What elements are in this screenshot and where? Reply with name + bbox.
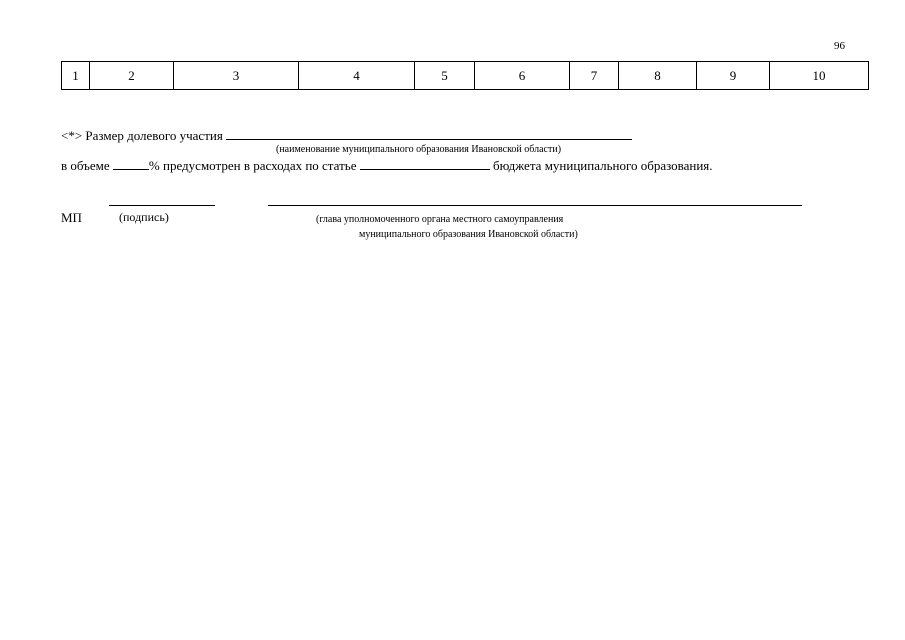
column-number-cell: 10 (770, 62, 869, 90)
footnote-budget-text: бюджета муниципального образования. (492, 158, 713, 173)
footnote-prefix: <*> Размер долевого участия (61, 128, 223, 143)
stamp-label: МП (61, 210, 82, 225)
column-number-cell: 3 (174, 62, 299, 90)
column-number-cell: 4 (299, 62, 415, 90)
head-caption-line-2: муниципального образования Ивановской области) (359, 229, 578, 240)
column-number-cell: 6 (475, 62, 570, 90)
column-number-cell: 1 (62, 62, 90, 90)
page-number: 96 (834, 40, 845, 52)
signature-caption: (подпись) (119, 210, 169, 224)
municipality-caption: (наименование муниципального образования Ивановской области) (276, 144, 562, 155)
head-name-line (268, 205, 802, 206)
column-number-cell: 2 (90, 62, 174, 90)
column-number-cell: 7 (570, 62, 619, 90)
footnote-percent-text: % предусмотрен в расходах по статье (148, 158, 357, 173)
column-number-cell: 8 (619, 62, 697, 90)
head-caption (316, 212, 578, 242)
table-row (62, 62, 869, 90)
footnote-line-2 (61, 157, 713, 174)
column-number-cell: 9 (697, 62, 770, 90)
budget-article-blank (360, 157, 490, 170)
footnote-volume-label: в объеме (61, 158, 110, 173)
municipality-blank (226, 127, 632, 140)
footnote-line-1 (61, 127, 632, 144)
head-caption-line-1: (глава уполномоченного органа местного самоуправления (316, 214, 564, 225)
column-number-table (61, 61, 869, 90)
percent-blank (113, 157, 149, 170)
signature-line (109, 205, 215, 206)
column-number-cell: 5 (415, 62, 475, 90)
